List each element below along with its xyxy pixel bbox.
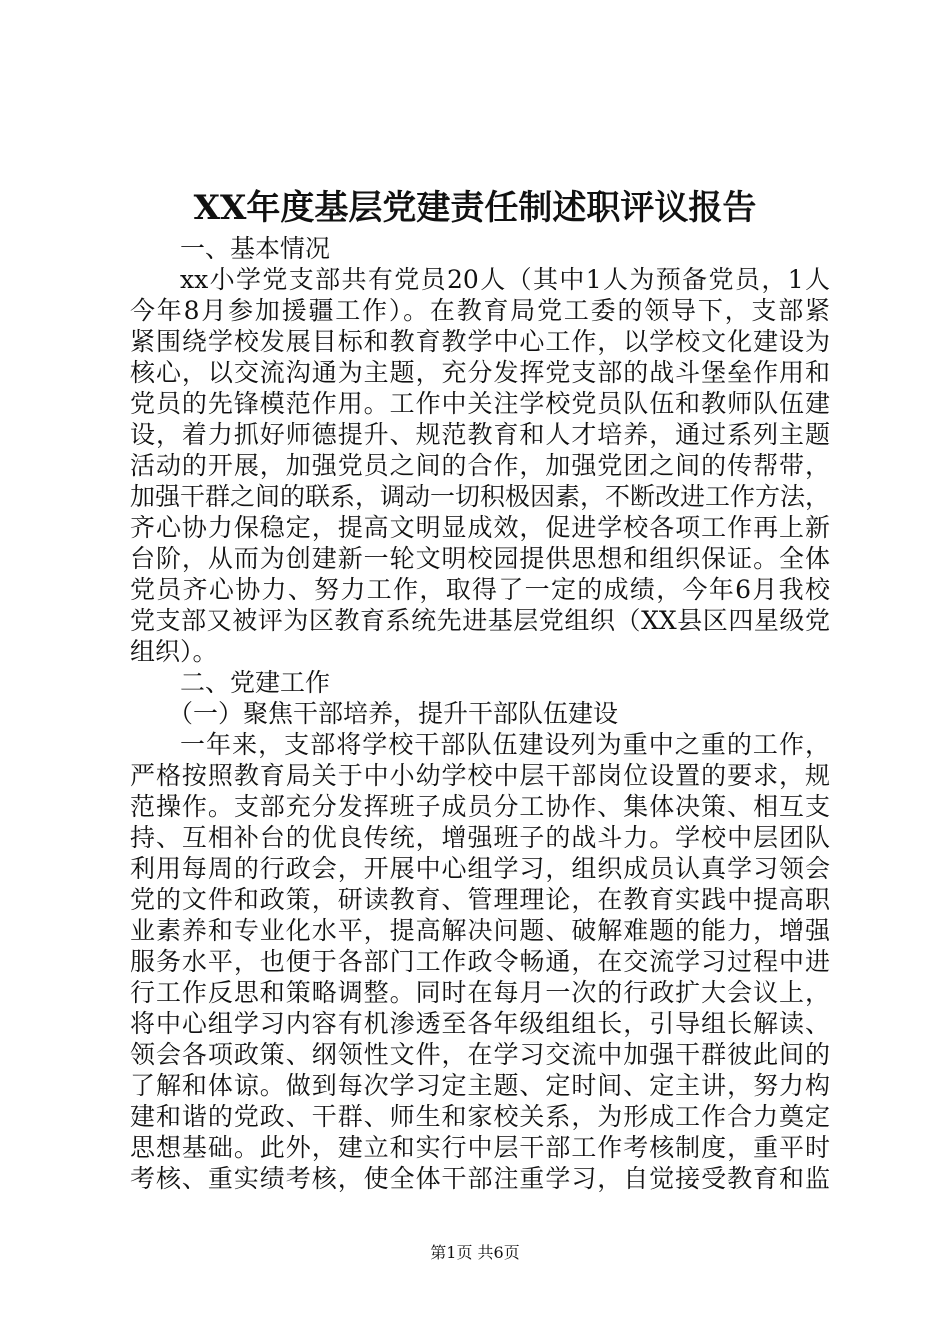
paragraph-line: 领会各项政策、纲领性文件，在学习交流中加强干群彼此间的 — [130, 1040, 830, 1069]
paragraph-line: xx小学党支部共有党员20人（其中1人为预备党员，1人 — [180, 265, 830, 294]
paragraph-line: 将中心组学习内容有机渗透至各年级组组长，引导组长解读、 — [130, 1009, 830, 1038]
paragraph-line: 服务水平，也便于各部门工作政令畅通，在交流学习过程中进 — [130, 947, 830, 976]
paragraph-line: 持、互相补台的优良传统，增强班子的战斗力。学校中层团队 — [130, 823, 830, 852]
paragraph-line: 组织）。 — [130, 637, 218, 666]
document-title: XX年度基层党建责任制述职评议报告 — [193, 188, 757, 228]
paragraph-line: 紧围绕学校发展目标和教育教学中心工作，以学校文化建设为 — [130, 327, 830, 356]
paragraph-line: 台阶，从而为创建新一轮文明校园提供思想和组织保证。全体 — [130, 544, 830, 573]
paragraph-line: 建和谐的党政、干群、师生和家校关系，为形成工作合力奠定 — [130, 1102, 830, 1131]
paragraph-line: 思想基础。此外，建立和实行中层干部工作考核制度，重平时 — [130, 1133, 830, 1162]
paragraph-line: 核心，以交流沟通为主题，充分发挥党支部的战斗堡垒作用和 — [130, 358, 830, 387]
paragraph-line: 一年来，支部将学校干部队伍建设列为重中之重的工作， — [180, 730, 830, 759]
document-body — [130, 233, 830, 1194]
paragraph-line: 党的文件和政策，研读教育、管理理论，在教育实践中提高职 — [130, 885, 830, 914]
paragraph-line: 齐心协力保稳定，提高文明显成效，促进学校各项工作再上新 — [130, 513, 830, 542]
paragraph-line: 考核、重实绩考核，使全体干部注重学习，自觉接受教育和监 — [130, 1164, 830, 1193]
paragraph-line: 党支部又被评为区教育系统先进基层党组织（XX县区四星级党 — [130, 606, 830, 635]
section-heading: 二、党建工作 — [180, 668, 331, 697]
paragraph-basic-situation — [130, 264, 830, 667]
paragraph-line: 党员齐心协力、努力工作，取得了一定的成绩，今年6月我校 — [130, 575, 830, 604]
page-number-footer: 第1页 共6页 — [430, 1243, 520, 1262]
paragraph-line: 范操作。支部充分发挥班子成员分工协作、集体决策、相互支 — [130, 792, 830, 821]
paragraph-line: 严格按照教育局关于中小幼学校中层干部岗位设置的要求，规 — [130, 761, 830, 790]
paragraph-line: 活动的开展，加强党员之间的合作，加强党团之间的传帮带， — [130, 451, 830, 480]
section-heading: 一、基本情况 — [180, 234, 331, 263]
paragraph-line: 业素养和专业化水平，提高解决问题、破解难题的能力，增强 — [130, 916, 830, 945]
paragraph-line: 利用每周的行政会，开展中心组学习，组织成员认真学习领会 — [130, 854, 830, 883]
paragraph-cadre-training — [130, 729, 830, 1194]
paragraph-line: 今年8月参加援疆工作）。在教育局党工委的领导下，支部紧 — [130, 296, 830, 325]
paragraph-line: 了解和体谅。做到每次学习定主题、定时间、定主讲，努力构 — [130, 1071, 830, 1100]
subsection-heading: （一）聚焦干部培养，提升干部队伍建设 — [168, 699, 619, 728]
paragraph-line: 设，着力抓好师德提升、规范教育和人才培养，通过系列主题 — [130, 420, 830, 449]
paragraph-line: 行工作反思和策略调整。同时在每月一次的行政扩大会议上， — [130, 978, 830, 1007]
paragraph-line: 加强干群之间的联系，调动一切积极因素，不断改进工作方法， — [130, 482, 830, 511]
paragraph-line: 党员的先锋模范作用。工作中关注学校党员队伍和教师队伍建 — [130, 389, 830, 418]
